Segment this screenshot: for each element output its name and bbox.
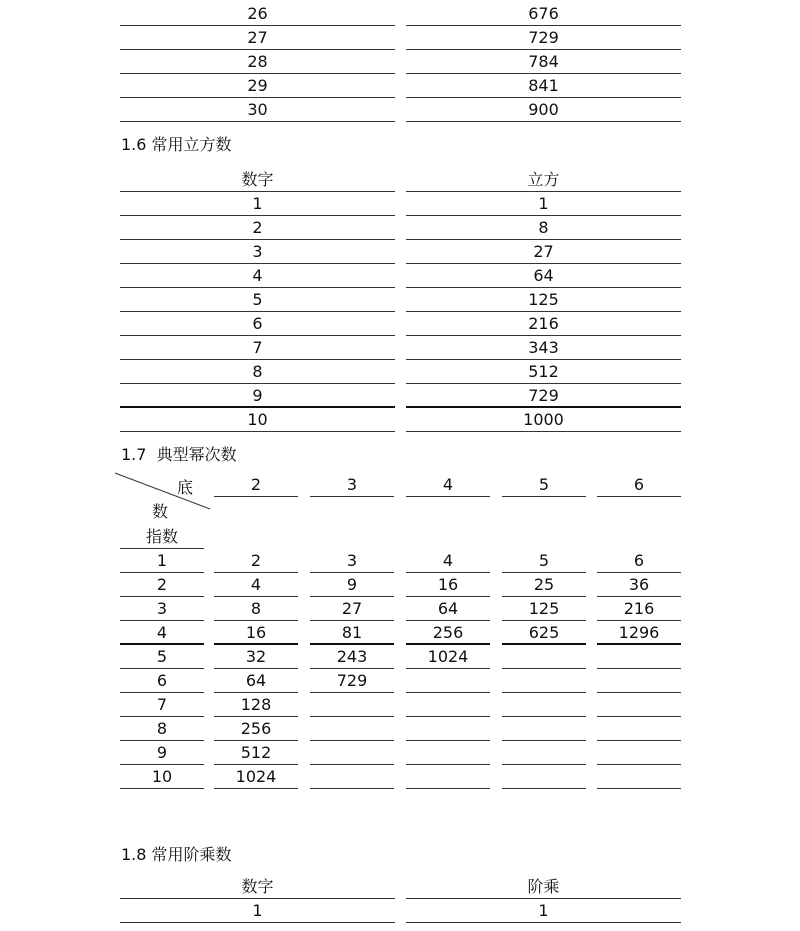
power-value-cell: 729 bbox=[310, 669, 394, 693]
power-value-cell: 625 bbox=[502, 621, 586, 645]
power-value-cell: 1024 bbox=[214, 765, 298, 789]
number-cell: 27 bbox=[120, 26, 395, 50]
power-value-cell: 16 bbox=[406, 573, 490, 597]
number-cell: 3 bbox=[120, 240, 395, 264]
cube-cell: 64 bbox=[406, 264, 681, 288]
cube-cell: 1000 bbox=[406, 408, 681, 432]
power-value-cell: 4 bbox=[214, 573, 298, 597]
power-value-cell: 32 bbox=[214, 645, 298, 669]
number-cell: 4 bbox=[120, 264, 395, 288]
corner-number-label: 数 bbox=[151, 502, 168, 521]
number-cell: 1 bbox=[120, 192, 395, 216]
power-value-cell: 27 bbox=[310, 597, 394, 621]
number-cell: 9 bbox=[120, 384, 395, 408]
power-value-cell: 36 bbox=[597, 573, 681, 597]
power-value-cell bbox=[502, 717, 586, 741]
cube-cell: 343 bbox=[406, 336, 681, 360]
power-value-cell bbox=[310, 717, 394, 741]
power-value-cell: 1296 bbox=[597, 621, 681, 645]
square-cell: 900 bbox=[406, 98, 681, 122]
number-cell: 8 bbox=[120, 360, 395, 384]
exponent-cell: 3 bbox=[120, 597, 204, 621]
power-value-cell bbox=[406, 717, 490, 741]
corner-base-label: 底 bbox=[176, 478, 193, 497]
cube-cell: 27 bbox=[406, 240, 681, 264]
number-cell: 10 bbox=[120, 408, 395, 432]
base-header-cell: 2 bbox=[214, 473, 298, 497]
square-cell: 784 bbox=[406, 50, 681, 74]
power-value-cell: 64 bbox=[406, 597, 490, 621]
power-value-cell bbox=[597, 741, 681, 765]
power-value-cell: 2 bbox=[214, 549, 298, 573]
power-value-cell: 3 bbox=[310, 549, 394, 573]
power-value-cell bbox=[597, 645, 681, 669]
base-header-cell: 5 bbox=[502, 473, 586, 497]
number-cell: 5 bbox=[120, 288, 395, 312]
square-cell: 729 bbox=[406, 26, 681, 50]
power-value-cell: 256 bbox=[214, 717, 298, 741]
power-value-cell: 64 bbox=[214, 669, 298, 693]
number-cell: 28 bbox=[120, 50, 395, 74]
power-value-cell bbox=[597, 717, 681, 741]
factorials-heading: 1.8 常用阶乘数 bbox=[121, 845, 232, 864]
power-value-cell: 128 bbox=[214, 693, 298, 717]
exponent-cell: 8 bbox=[120, 717, 204, 741]
number-cell: 2 bbox=[120, 216, 395, 240]
power-value-cell bbox=[310, 693, 394, 717]
powers-heading: 1.7 典型幂次数 bbox=[121, 445, 237, 464]
power-value-cell: 243 bbox=[310, 645, 394, 669]
factorial-cell: 1 bbox=[406, 899, 681, 923]
power-value-cell bbox=[502, 645, 586, 669]
power-value-cell: 8 bbox=[214, 597, 298, 621]
power-value-cell: 25 bbox=[502, 573, 586, 597]
square-cell: 676 bbox=[406, 2, 681, 26]
power-value-cell bbox=[597, 693, 681, 717]
exponent-cell: 7 bbox=[120, 693, 204, 717]
cube-cell: 512 bbox=[406, 360, 681, 384]
column-header-cube: 立方 bbox=[406, 168, 681, 192]
exponent-cell: 6 bbox=[120, 669, 204, 693]
power-value-cell: 81 bbox=[310, 621, 394, 645]
number-cell: 1 bbox=[120, 899, 395, 923]
number-cell: 26 bbox=[120, 2, 395, 26]
base-header-cell: 4 bbox=[406, 473, 490, 497]
cube-cell: 1 bbox=[406, 192, 681, 216]
square-cell: 841 bbox=[406, 74, 681, 98]
column-header-number: 数字 bbox=[120, 875, 395, 899]
power-value-cell bbox=[310, 741, 394, 765]
corner-exponent-label: 指数 bbox=[120, 525, 204, 549]
power-value-cell bbox=[502, 693, 586, 717]
power-value-cell bbox=[597, 765, 681, 789]
power-value-cell bbox=[310, 765, 394, 789]
number-cell: 6 bbox=[120, 312, 395, 336]
power-value-cell bbox=[406, 741, 490, 765]
exponent-cell: 2 bbox=[120, 573, 204, 597]
power-value-cell: 1024 bbox=[406, 645, 490, 669]
cube-cell: 729 bbox=[406, 384, 681, 408]
column-header-factorial: 阶乘 bbox=[406, 875, 681, 899]
column-header-number: 数字 bbox=[120, 168, 395, 192]
number-cell: 30 bbox=[120, 98, 395, 122]
exponent-cell: 4 bbox=[120, 621, 204, 645]
power-value-cell bbox=[406, 765, 490, 789]
number-cell: 29 bbox=[120, 74, 395, 98]
cube-cell: 125 bbox=[406, 288, 681, 312]
power-value-cell: 216 bbox=[597, 597, 681, 621]
power-value-cell: 6 bbox=[597, 549, 681, 573]
power-value-cell: 5 bbox=[502, 549, 586, 573]
power-value-cell bbox=[502, 765, 586, 789]
power-value-cell: 16 bbox=[214, 621, 298, 645]
number-cell: 7 bbox=[120, 336, 395, 360]
power-value-cell: 9 bbox=[310, 573, 394, 597]
exponent-cell: 10 bbox=[120, 765, 204, 789]
power-value-cell: 256 bbox=[406, 621, 490, 645]
exponent-cell: 5 bbox=[120, 645, 204, 669]
power-value-cell: 512 bbox=[214, 741, 298, 765]
power-value-cell: 125 bbox=[502, 597, 586, 621]
base-header-cell: 6 bbox=[597, 473, 681, 497]
power-value-cell bbox=[406, 669, 490, 693]
power-value-cell bbox=[406, 693, 490, 717]
cubes-heading: 1.6 常用立方数 bbox=[121, 135, 232, 154]
exponent-cell: 9 bbox=[120, 741, 204, 765]
exponent-cell: 1 bbox=[120, 549, 204, 573]
cube-cell: 216 bbox=[406, 312, 681, 336]
power-value-cell bbox=[597, 669, 681, 693]
cube-cell: 8 bbox=[406, 216, 681, 240]
power-value-cell: 4 bbox=[406, 549, 490, 573]
power-value-cell bbox=[502, 669, 586, 693]
power-value-cell bbox=[502, 741, 586, 765]
base-header-cell: 3 bbox=[310, 473, 394, 497]
